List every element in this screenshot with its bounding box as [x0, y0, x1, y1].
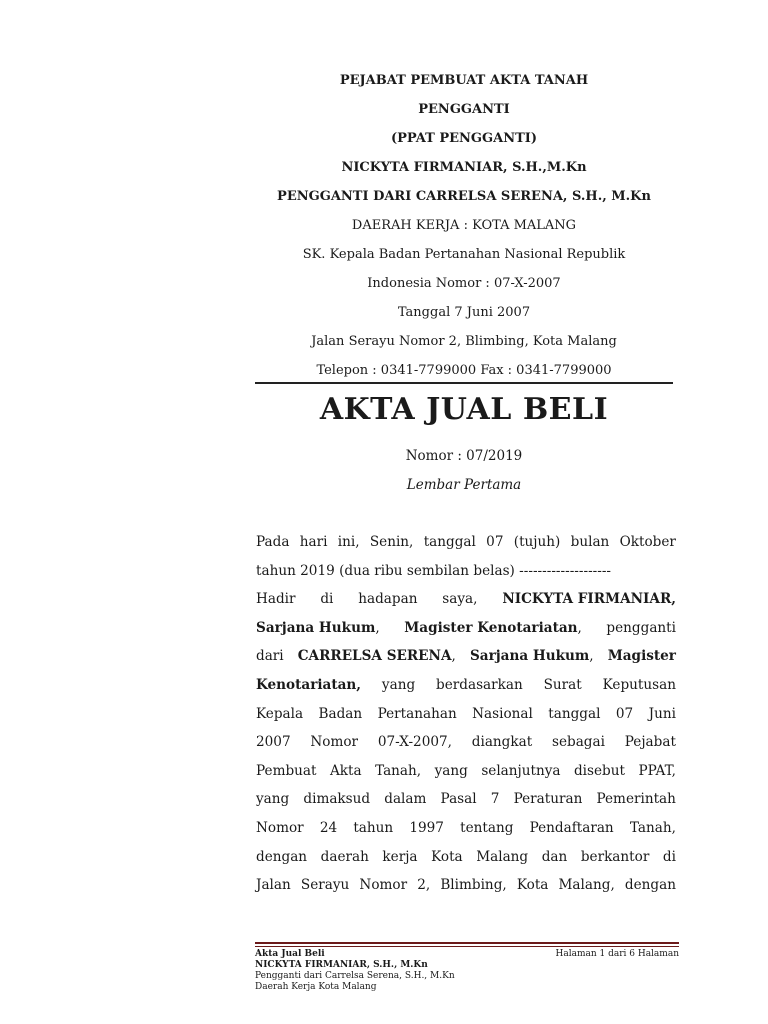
body-line: yang dimaksud dalam Pasal 7 Peraturan Pemerintah [256, 791, 676, 808]
letterhead-line: PENGGANTI DARI CARRELSA SERENA, S.H., M.Kn [277, 189, 651, 204]
body-line: dari CARRELSA SERENA, Sarjana Hukum, Magister [256, 648, 676, 665]
footer-substitute: Pengganti dari Carrelsa Serena, S.H., M.Kn [255, 971, 455, 981]
letterhead-line: DAERAH KERJA : KOTA MALANG [351, 218, 577, 233]
page-footer [255, 949, 679, 993]
letterhead-line: Tanggal 7 Juni 2007 [397, 305, 531, 320]
letterhead-line: Indonesia Nomor : 07-X-2007 [367, 276, 561, 291]
party-name: NICKYTA FIRMANIAR, [502, 591, 676, 608]
body-line: Kenotariatan, yang berdasarkan Surat Keputusan [256, 676, 676, 693]
body-line: dengan daerah kerja Kota Malang dan berkantor di [256, 848, 676, 865]
footer-divider-thin [255, 946, 679, 947]
body-line: Pada hari ini, Senin, tanggal 07 (tujuh) bulan Oktober [256, 534, 676, 550]
header-divider [255, 382, 673, 384]
body-line: Pembuat Akta Tanah, yang selanjutnya disebut PPAT, [256, 762, 676, 779]
sheet-label: Lembar Pertama [406, 477, 522, 493]
letterhead-line: Jalan Serayu Nomor 2, Blimbing, Kota Malang [311, 334, 617, 349]
body-line: Jalan Serayu Nomor 2, Blimbing, Kota Malang, dengan [256, 877, 676, 894]
body-line: Nomor 24 tahun 1997 tentang Pendaftaran Tanah, [256, 819, 676, 836]
document-title: AKTA JUAL BELI [319, 392, 609, 427]
footer-divider [255, 942, 679, 944]
document-number: Nomor : 07/2019 [405, 448, 523, 464]
body-text [256, 528, 676, 900]
letterhead-line: Telepon : 0341-7799000 Fax : 0341-7799000 [316, 363, 612, 378]
footer-area: Daerah Kerja Kota Malang [255, 982, 377, 992]
body-line: Kepala Badan Pertanahan Nasional tanggal 07 Juni [256, 705, 676, 722]
body-line: Hadir di hadapan saya, NICKYTA FIRMANIAR, [256, 585, 676, 614]
letterhead [255, 66, 673, 385]
body-line: 2007 Nomor 07-X-2007, diangkat sebagai Pejabat [256, 734, 676, 751]
letterhead-line: PEJABAT PEMBUAT AKTA TANAH [339, 73, 589, 88]
footer-doc-title: Akta Jual Beli [255, 949, 325, 959]
page-number: Halaman 1 dari 6 Halaman [555, 949, 679, 959]
body-line: Sarjana Hukum, Magister Kenotariatan, pengganti [256, 619, 676, 636]
letterhead-line: PENGGANTI [418, 102, 510, 117]
letterhead-line: NICKYTA FIRMANIAR, S.H.,M.Kn [341, 160, 587, 175]
body-line: tahun 2019 (dua ribu sembilan belas) -------------------- [256, 562, 612, 579]
letterhead-line: SK. Kepala Badan Pertanahan Nasional Republik [302, 247, 626, 262]
footer-official-name: NICKYTA FIRMANIAR, S.H., M.Kn [255, 960, 428, 970]
letterhead-line: (PPAT PENGGANTI) [391, 131, 537, 146]
